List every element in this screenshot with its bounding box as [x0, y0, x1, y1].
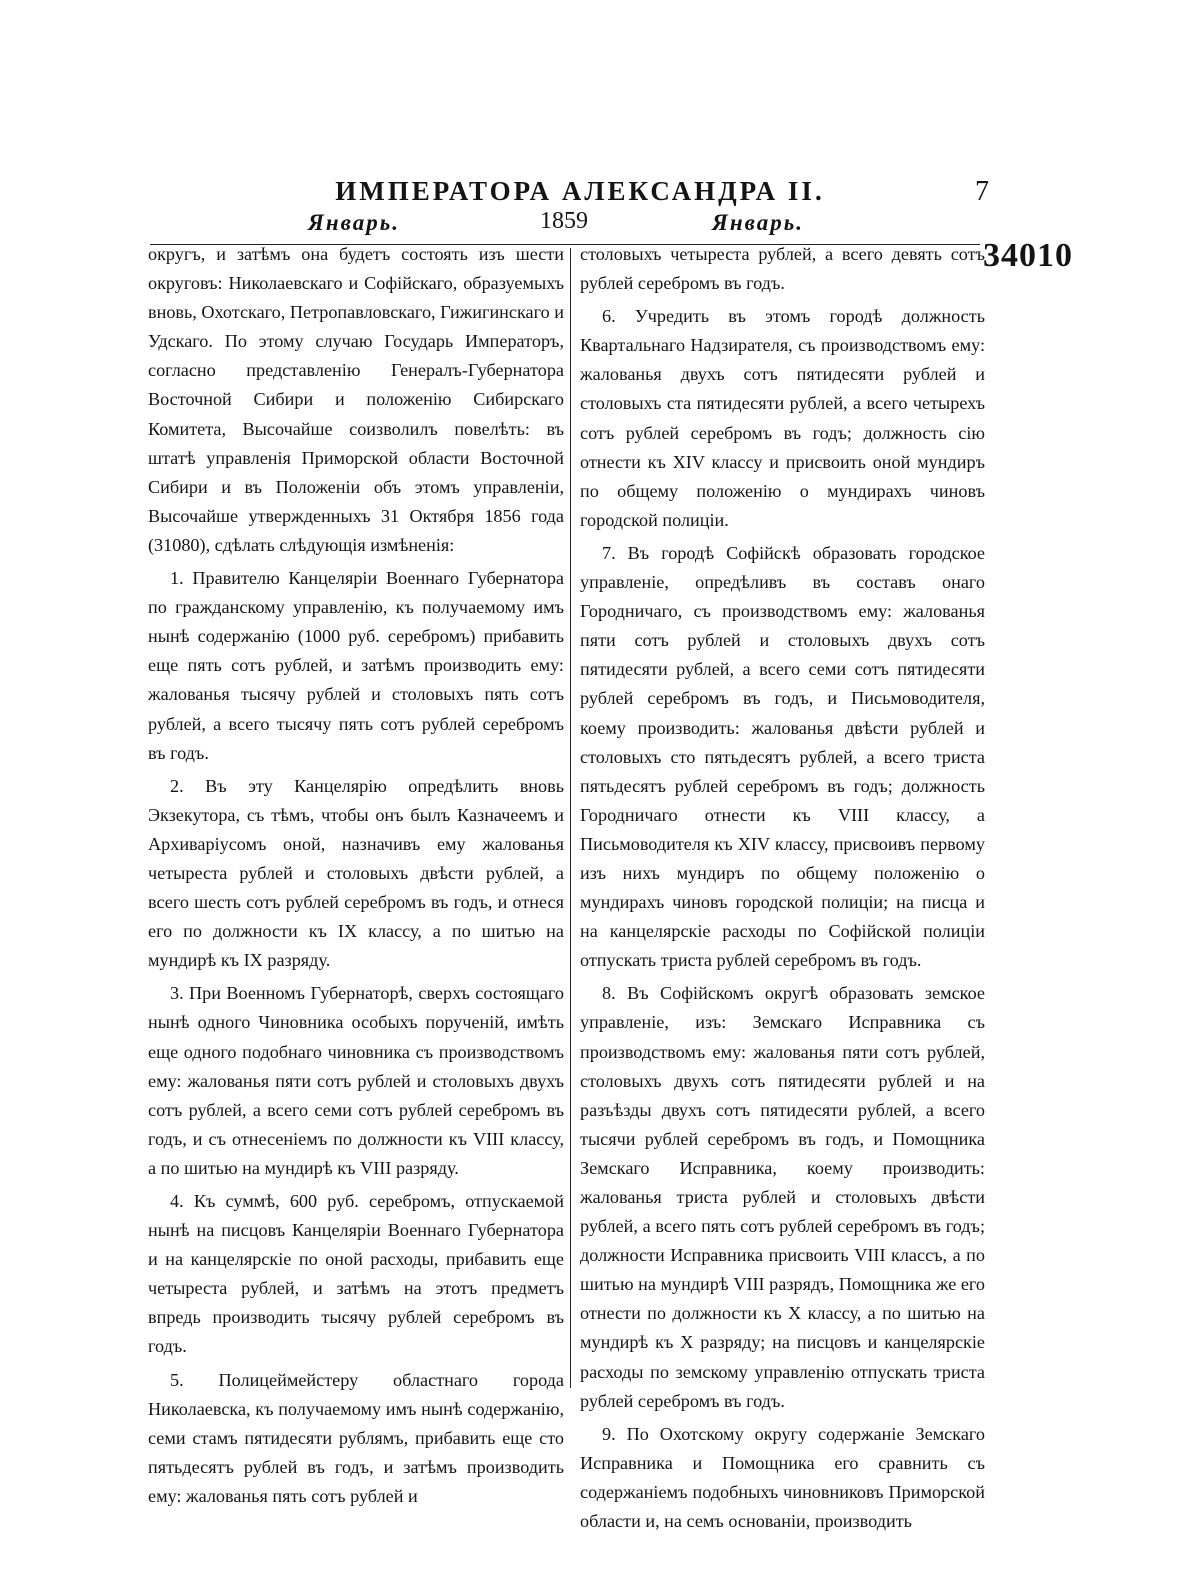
- paragraph-4: 4. Къ суммѣ, 600 руб. серебромъ, отпускаемой нынѣ на писцовъ Канцеляріи Военнаго Губернатора и на канцелярскіе по оной расходы, прибавить еще четыреста рублей, и затѣмъ на этотъ предметъ впредь производить тысячу рублей серебромъ въ годъ.: [148, 1191, 564, 1357]
- paragraph-continuation: округъ, и затѣмъ она будетъ состоять изъ шести округовъ: Николаевскаго и Софійскаго, образуемыхъ вновь, Охотскаго, Петропавловскаго, Гижигинскаго и Удскаго. По этому случаю Государь Императоръ, согласно представленію Генералъ-Губернатора Восточной Сибири и положенію Сибирскаго Комитета, Высочайше соизволилъ повелѣть: въ штатѣ управленія Приморской области Восточной Сибири и въ Положеніи объ этомъ управленіи, Высочайше утвержденныхъ 31 Октября 1856 года (31080), сдѣлать слѣдующія измѣненія:: [148, 244, 564, 555]
- paragraph-1: 1. Правителю Канцеляріи Военнаго Губернатора по гражданскому управленію, къ получаемому имъ нынѣ содержанію (1000 руб. серебромъ) прибавить еще пять сотъ рублей, и затѣмъ производить ему: жалованья тысячу рублей и столовыхъ пять сотъ рублей, а всего тысячу пять сотъ рублей серебромъ въ годъ.: [148, 568, 564, 763]
- year: 1859: [540, 208, 588, 234]
- running-title: ИМПЕРАТОРА АЛЕКСАНДРА II.: [335, 176, 825, 206]
- left-column: [148, 240, 564, 1511]
- margin-law-number: 34010: [983, 237, 1073, 274]
- page-number: 7: [975, 176, 989, 207]
- paragraph-9: 9. По Охотскому округу содержаніе Земскаго Исправника и Помощника его сравнить съ содержаніемъ подобныхъ чиновниковъ Приморской области и, на семъ основаніи, производить: [580, 1423, 985, 1532]
- paragraph-6: 6. Учредить въ этомъ городѣ должность Квартальнаго Надзирателя, съ производствомъ ему: жалованья двухъ сотъ пятидесяти рублей и столовыхъ ста пятидесяти рублей, а всего четырехъ сотъ рублей серебромъ въ годъ; должность сію отнести къ XIV классу и присвоить оной мундиръ по общему положенію о мундирахъ чиновъ городской полиціи.: [580, 306, 985, 530]
- month-left: Январь.: [308, 210, 400, 235]
- paragraph-3: 3. При Военномъ Губернаторѣ, сверхъ состоящаго нынѣ одного Чиновника особыхъ порученій, имѣть еще одного подобнаго чиновника съ производствомъ ему: жалованья пяти сотъ рублей и столовыхъ двухъ сотъ рублей, а всего семи сотъ рублей серебромъ въ годъ, и съ отнесеніемъ по должности къ VIII классу, а по шитью на мундирѣ къ VIII разряду.: [148, 983, 564, 1178]
- paragraph-5: 5. Полицеймейстеру областнаго города Николаевска, къ получаемому имъ нынѣ содержанію, семи стамъ пятидесяти рублямъ, прибавить еще сто пятьдесятъ рублей въ годъ, и затѣмъ производить ему: жалованья пять сотъ рублей и: [148, 1369, 564, 1506]
- column-divider: [570, 248, 571, 1388]
- right-column: [580, 240, 985, 1536]
- paragraph-7: 7. Въ городѣ Софійскѣ образовать городское управленіе, опредѣливъ въ составъ онаго Городничаго, съ производствомъ ему: жалованья пяти сотъ рублей и столовыхъ двухъ сотъ пятидесяти рублей, а всего семи сотъ пятидесяти рублей серебромъ въ годъ, и Письмоводителя, коему производить: жалованья двѣсти рублей и столовыхъ сто пятьдесятъ рублей, а всего триста пятьдесятъ рублей серебромъ въ годъ; должность Городничаго отнести къ VIII классу, а Письмоводителя къ XIV классу, присвоивъ первому изъ нихъ мундиръ по общему положенію о мундирахъ чиновъ городской полиціи; на писца и на канцелярскіе расходы по Софійской полиціи отпускать триста рублей серебромъ въ годъ.: [580, 542, 985, 971]
- paragraph-2: 2. Въ эту Канцелярію опредѣлить вновь Экзекутора, съ тѣмъ, чтобы онъ былъ Казначеемъ и Архиваріусомъ оной, назначивъ ему жалованья четыреста рублей и столовыхъ двѣсти рублей, а всего шесть сотъ рублей серебромъ въ годъ, и отнеся его по должности къ IX классу, а по шитью на мундирѣ къ IX разряду.: [148, 775, 564, 971]
- paragraph-5-continuation: столовыхъ четыреста рублей, а всего девять сотъ рублей серебромъ въ годъ.: [580, 244, 985, 294]
- paragraph-8: 8. Въ Софійскомъ округѣ образовать земское управленіе, изъ: Земскаго Исправника съ производствомъ ему: жалованья пяти сотъ рублей, столовыхъ двухъ сотъ пятидесяти рублей и на разъѣзды двухъ сотъ пятидесяти рублей, а всего тысячи рублей серебромъ въ годъ, и Помощника Земскаго Исправника, коему производить: жалованья триста рублей и столовыхъ двѣсти рублей, а всего пять сотъ рублей серебромъ въ годъ; должности Исправника присвоить VIII классъ, а по шитью на мундирѣ VIII разрядъ, Помощника же его отнести по должности къ X классу, а по шитью на мундирѣ къ X разряду; на писцовъ и канцелярскіе расходы по земскому управленію отпускать триста рублей серебромъ въ годъ.: [580, 983, 985, 1411]
- month-right: Январь.: [712, 210, 804, 235]
